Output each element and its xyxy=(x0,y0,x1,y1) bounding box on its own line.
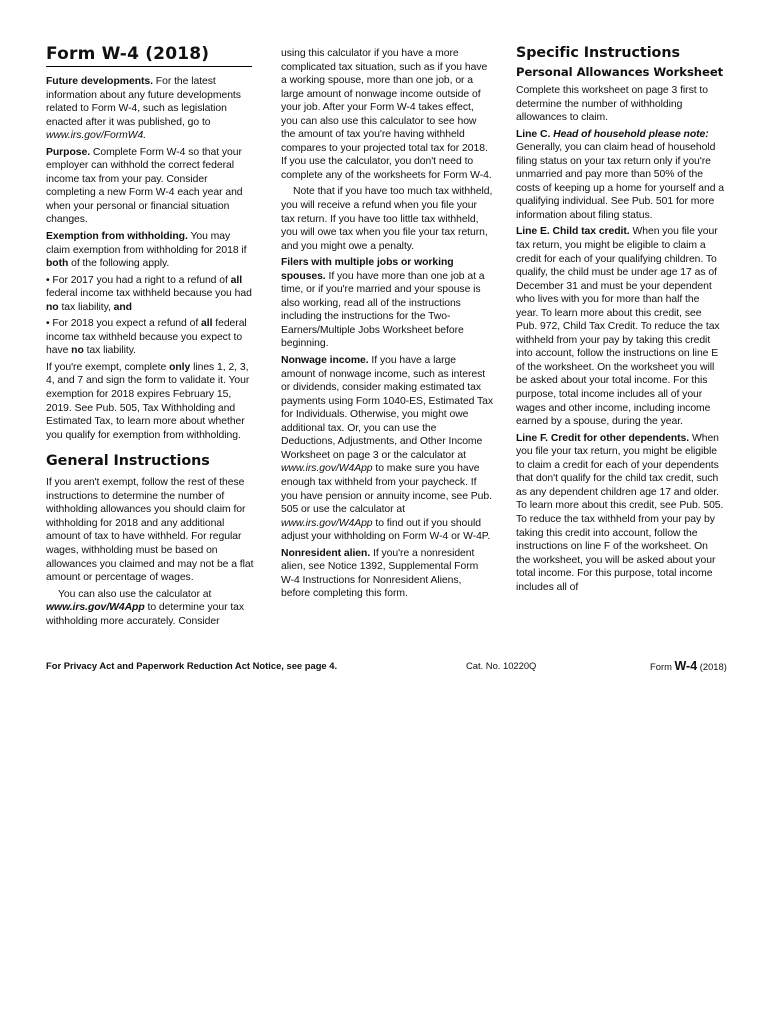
line-c-label: Line C. xyxy=(516,128,551,140)
catalog-number: Cat. No. 10220Q xyxy=(466,660,537,671)
nonresident-alien-text: If you're a nonresident alien, see Notice 1392, Supplemental Form W-4 Instructions for Nonresident Aliens, before completing this form. xyxy=(281,547,479,600)
bullet2-text-b: federal income tax withheld because you expect to have xyxy=(46,318,247,357)
bullet1-all: all xyxy=(230,274,243,286)
nonwage-text-c: to find out if you should adjust your withholding on Form W-4 or W-4P. xyxy=(281,517,491,543)
form-w4-link[interactable]: www.irs.gov/FormW4. xyxy=(46,130,147,142)
future-developments-text: For the latest information about any future developments related to Form W-4, such as legislation enacted after it was published, go to xyxy=(46,76,241,128)
exempt-only: only xyxy=(169,361,191,373)
calculator-continued-paragraph: using this calculator if you have a more complicated tax situation, such as if you have a working spouse, more than one job, or a large amount of nonwage income outside of your job. After your Form W-4 takes effect, you can also use this calculator to see how the amount of tax you're having withheld compares to your projected total tax for 2018. If you use the calculator, you don't need to complete any of the worksheets for Form W-4. xyxy=(281,48,492,181)
exemption-bullet-2 xyxy=(46,317,256,358)
specific-instructions-heading: Specific Instructions xyxy=(516,45,680,61)
exemption-bullet-1 xyxy=(46,274,256,315)
exemption-paragraph xyxy=(46,230,256,271)
line-c-note: Head of household please note: xyxy=(550,128,709,140)
personal-allowances-heading: Personal Allowances Worksheet xyxy=(516,65,724,79)
line-e-text: When you file your tax return, you might be eligible to claim a credit for each of your qualifying children. To qualify, the child must be under age 17 as of December 31 and must be your dependent who lives with you for more than half the year. To learn more about this credit, see Pub. 972, Child Tax Credit. To reduce the tax withheld from your pay by taking this credit into account, follow the instructions on line E of the worksheet. On the worksheet you will be asked about your total income. For this purpose, total income includes all of your wages and other income, including income earned by a spouse, during the year. xyxy=(516,226,720,428)
calculator-paragraph xyxy=(46,588,256,629)
line-f-paragraph xyxy=(516,432,724,595)
line-f-label: Line F. Credit for other dependents. xyxy=(516,432,690,444)
bullet1-text-b: federal income tax withheld because you had xyxy=(46,288,252,300)
line-c-paragraph xyxy=(516,128,724,223)
calculator-text-a: You can also use the calculator at xyxy=(58,588,212,600)
form-word: Form xyxy=(650,661,675,672)
exemption-label: Exemption from withholding. xyxy=(46,231,188,243)
bullet2-all: all xyxy=(201,318,213,330)
refund-note-paragraph: Note that if you have too much tax withheld, you will receive a refund when you file your tax return. If you have too little tax withheld, you will owe tax when you file your tax return, and you might owe a penalty. xyxy=(281,186,493,252)
exempt-instructions-paragraph xyxy=(46,361,256,442)
exemption-text-end: of the following apply. xyxy=(68,258,170,270)
general-instructions-paragraph: If you aren't exempt, follow the rest of these instructions to determine the number of withholding allowances you should claim for withholding for 2018 and any additional amount of tax to have withheld. For regular wages, withholding must be based on allowances you claimed and may not be a flat amount or percentage of wages. xyxy=(46,477,254,584)
nonresident-alien-label: Nonresident alien. xyxy=(281,547,371,559)
bullet1-text-c: tax liability, xyxy=(58,301,114,313)
line-e-paragraph xyxy=(516,225,724,428)
w4app-link-3[interactable]: www.irs.gov/W4App xyxy=(281,517,373,529)
general-instructions-heading: General Instructions xyxy=(46,453,210,470)
form-footer-label xyxy=(650,660,727,673)
future-developments-label: Future developments. xyxy=(46,76,153,87)
purpose-label: Purpose. xyxy=(46,146,91,158)
calculator-text-b: to determine your tax withholding more accurately. Consider xyxy=(46,602,245,627)
multiple-jobs-paragraph xyxy=(281,256,493,351)
bullet1-and: and xyxy=(113,301,132,313)
bullet1-no: no xyxy=(46,301,59,313)
nonresident-alien-paragraph xyxy=(281,547,493,601)
line-e-label: Line E. Child tax credit. xyxy=(516,226,630,238)
w4app-link-2[interactable]: www.irs.gov/W4App xyxy=(281,463,373,475)
multiple-jobs-text: If you have more than one job at a time, or if you're married and your spouse is also working, read all of the instructions including the instructions for the Two-Earners/Multiple Jobs Worksheet before beginning. xyxy=(281,270,485,350)
nonwage-income-paragraph xyxy=(281,354,493,544)
bullet2-text-a: • For 2018 you expect a refund of xyxy=(46,318,202,330)
bullet2-no: no xyxy=(71,345,84,357)
line-f-text: When you file your tax return, you might be eligible to claim a credit for each of your dependents that don't qualify for the child tax credit, such as any dependent children age 17 and older. To learn more about this credit, see Pub. 505. To reduce the tax withheld from your pay by taking this credit into account, follow the instructions on line F of the worksheet. On the worksheet, you will be asked about your total income. For this purpose, total income includes all of xyxy=(516,432,724,593)
exemption-both: both xyxy=(46,258,69,270)
bullet2-text-c: tax liability. xyxy=(83,345,136,357)
line-c-text: Generally, you can claim head of household filing status on your tax return only if you're unmarried and pay more than 50% of the costs of keeping up a home for yourself and a qualifying individual. See Pub. 501 for more information about filing status. xyxy=(516,142,724,221)
future-developments-paragraph xyxy=(46,75,256,143)
column-right xyxy=(516,44,724,597)
purpose-paragraph xyxy=(46,146,256,227)
bullet1-text-a: • For 2017 you had a right to a refund of xyxy=(46,274,231,286)
purpose-text: Complete Form W-4 so that your employer can withhold the correct federal income tax from your pay. Consider completing a new Form W-4 each year and when your personal or financial situation changes. xyxy=(46,146,243,226)
worksheet-intro-paragraph: Complete this worksheet on page 3 first to determine the number of withholding allowances to claim. xyxy=(516,85,708,124)
nonwage-income-label: Nonwage income. xyxy=(281,355,369,367)
form-year: (2018) xyxy=(697,661,727,672)
form-title: Form W-4 (2018) xyxy=(46,44,252,67)
w4app-link[interactable]: www.irs.gov/W4App xyxy=(46,602,145,614)
privacy-notice: For Privacy Act and Paperwork Reduction Act Notice, see page 4. xyxy=(46,660,338,671)
column-left xyxy=(46,44,256,631)
column-middle xyxy=(281,47,493,604)
multiple-jobs-label: Filers with multiple jobs or working spouses. xyxy=(281,257,454,282)
form-name: W-4 xyxy=(674,659,698,673)
nonwage-text-a: If you have a large amount of nonwage income, such as interest or dividends, consider making estimated tax payments using Form 1040-ES, Estimated Tax for Individuals. Otherwise, you might owe additional tax. Or, you can use the Deductions, Adjustments, and Other Income Worksheet on page 3 or the calculator at xyxy=(281,355,493,461)
exempt-text-a: If you're exempt, complete xyxy=(46,361,170,373)
nonwage-text-b: to make sure you have enough tax withheld from your paycheck. If you have pension or annuity income, see Pub. 505 or use the calculator at xyxy=(281,463,492,516)
exemption-text: You may claim exemption from withholding for 2018 if xyxy=(46,231,247,256)
exempt-text-b: lines 1, 2, 3, 4, and 7 and sign the form to validate it. Your exemption for 2018 expires February 15, 2019. See Pub. 505, Tax Withholding and Estimated Tax, to learn more about whether you qualify for exemption from withholding. xyxy=(46,361,250,441)
